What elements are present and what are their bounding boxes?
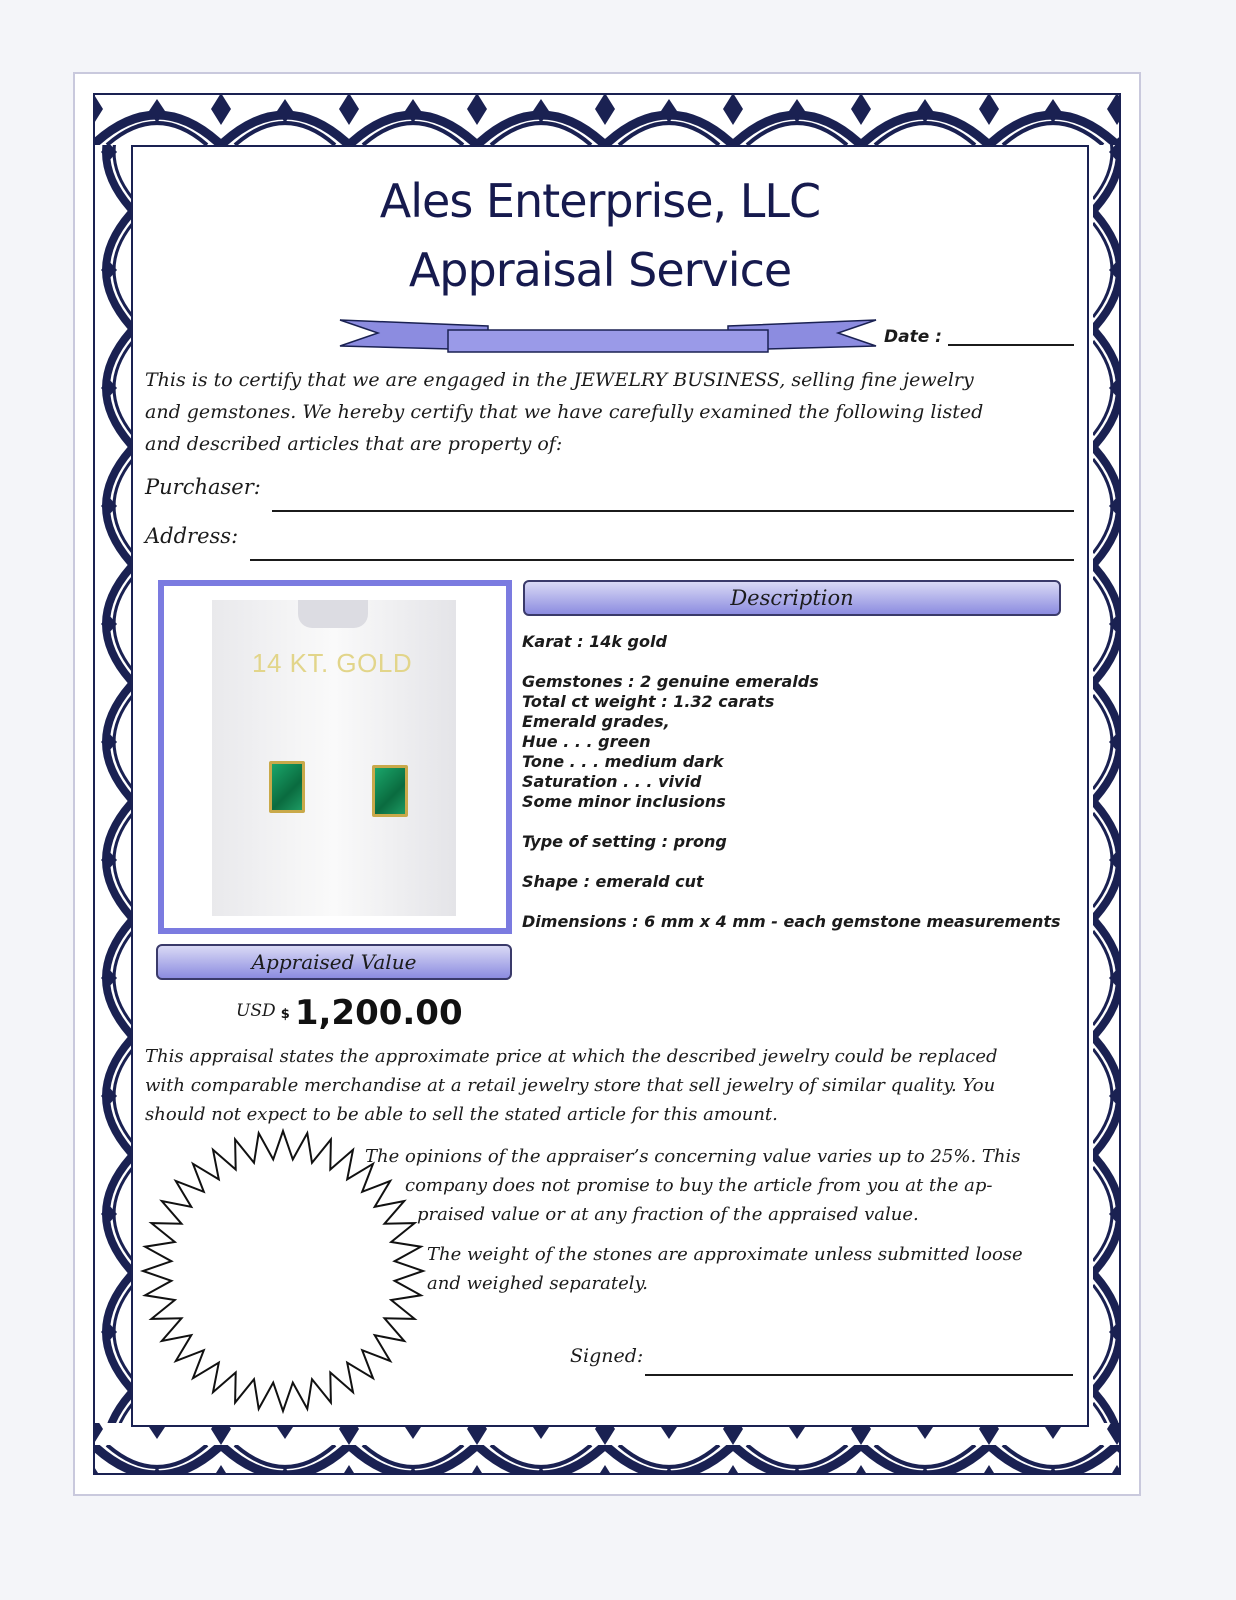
service-title: Appraisal Service — [408, 243, 792, 297]
emerald-right — [372, 765, 408, 817]
description-specs — [522, 632, 1061, 932]
address-label: Address: — [145, 524, 239, 548]
currency-symbol: $ — [280, 1007, 290, 1022]
card-hook — [298, 600, 368, 628]
certification-line: and described articles that are property of: — [145, 433, 563, 455]
disclaimer-line: This appraisal states the approximate price at which the described jewelry could be replaced — [145, 1046, 998, 1067]
certification-line: and gemstones. We hereby certify that we have carefully examined the following listed — [145, 401, 984, 423]
address-line — [250, 559, 1074, 561]
opinion-line: praised value or at any fraction of the appraised value. — [417, 1204, 919, 1225]
spec-karat: Karat : 14k gold — [522, 632, 667, 651]
weight-note — [427, 1240, 1023, 1298]
currency-label: USD — [236, 1001, 276, 1021]
card-label: 14 KT. GOLD — [252, 648, 413, 678]
weight-note-line: The weight of the stones are approximate unless submitted loose — [427, 1244, 1023, 1265]
spec-inclusions: Some minor inclusions — [522, 792, 726, 811]
spec-tone: Tone . . . medium dark — [522, 752, 724, 771]
spec-hue: Hue . . . green — [522, 732, 651, 751]
spec-saturation: Saturation . . . vivid — [522, 772, 702, 791]
signature-line — [645, 1374, 1073, 1376]
spec-total-weight: Total ct weight : 1.32 carats — [522, 692, 775, 711]
weight-note-line: and weighed separately. — [427, 1273, 649, 1294]
emerald-left — [269, 761, 305, 813]
description-header: Description — [523, 580, 1061, 616]
date-label: Date : — [884, 327, 942, 347]
spec-grades: Emerald grades, — [522, 712, 670, 731]
ribbon-banner — [338, 316, 878, 356]
purchaser-label: Purchaser: — [145, 475, 261, 499]
opinion-text — [365, 1142, 1021, 1229]
spec-dimensions: Dimensions : 6 mm x 4 mm - each gemstone measurements — [522, 912, 1061, 931]
appraised-value-header: Appraised Value — [156, 944, 512, 980]
disclaimer-line: with comparable merchandise at a retail jewelry store that sell jewelry of similar quality. You — [145, 1075, 996, 1096]
value-amount: 1,200.00 — [294, 993, 463, 1033]
date-line — [948, 344, 1074, 346]
certification-line: This is to certify that we are engaged in the JEWELRY BUSINESS, selling fine jewelry — [145, 369, 974, 391]
opinion-line: The opinions of the appraiser’s concerning value varies up to 25%. This — [365, 1146, 1021, 1167]
disclaimer-text — [145, 1042, 1075, 1129]
purchaser-line — [272, 510, 1074, 512]
spec-shape: Shape : emerald cut — [522, 872, 704, 891]
spec-gemstones: Gemstones : 2 genuine emeralds — [522, 672, 819, 691]
disclaimer-line: should not expect to be able to sell the stated article for this amount. — [145, 1104, 778, 1125]
appraised-value — [236, 993, 463, 1033]
company-name: Ales Enterprise, LLC — [379, 174, 821, 228]
spec-setting: Type of setting : prong — [522, 832, 727, 851]
signed-label: Signed: — [570, 1345, 644, 1367]
certification-text — [145, 364, 1075, 460]
opinion-line: company does not promise to buy the article from you at the ap- — [405, 1175, 993, 1196]
